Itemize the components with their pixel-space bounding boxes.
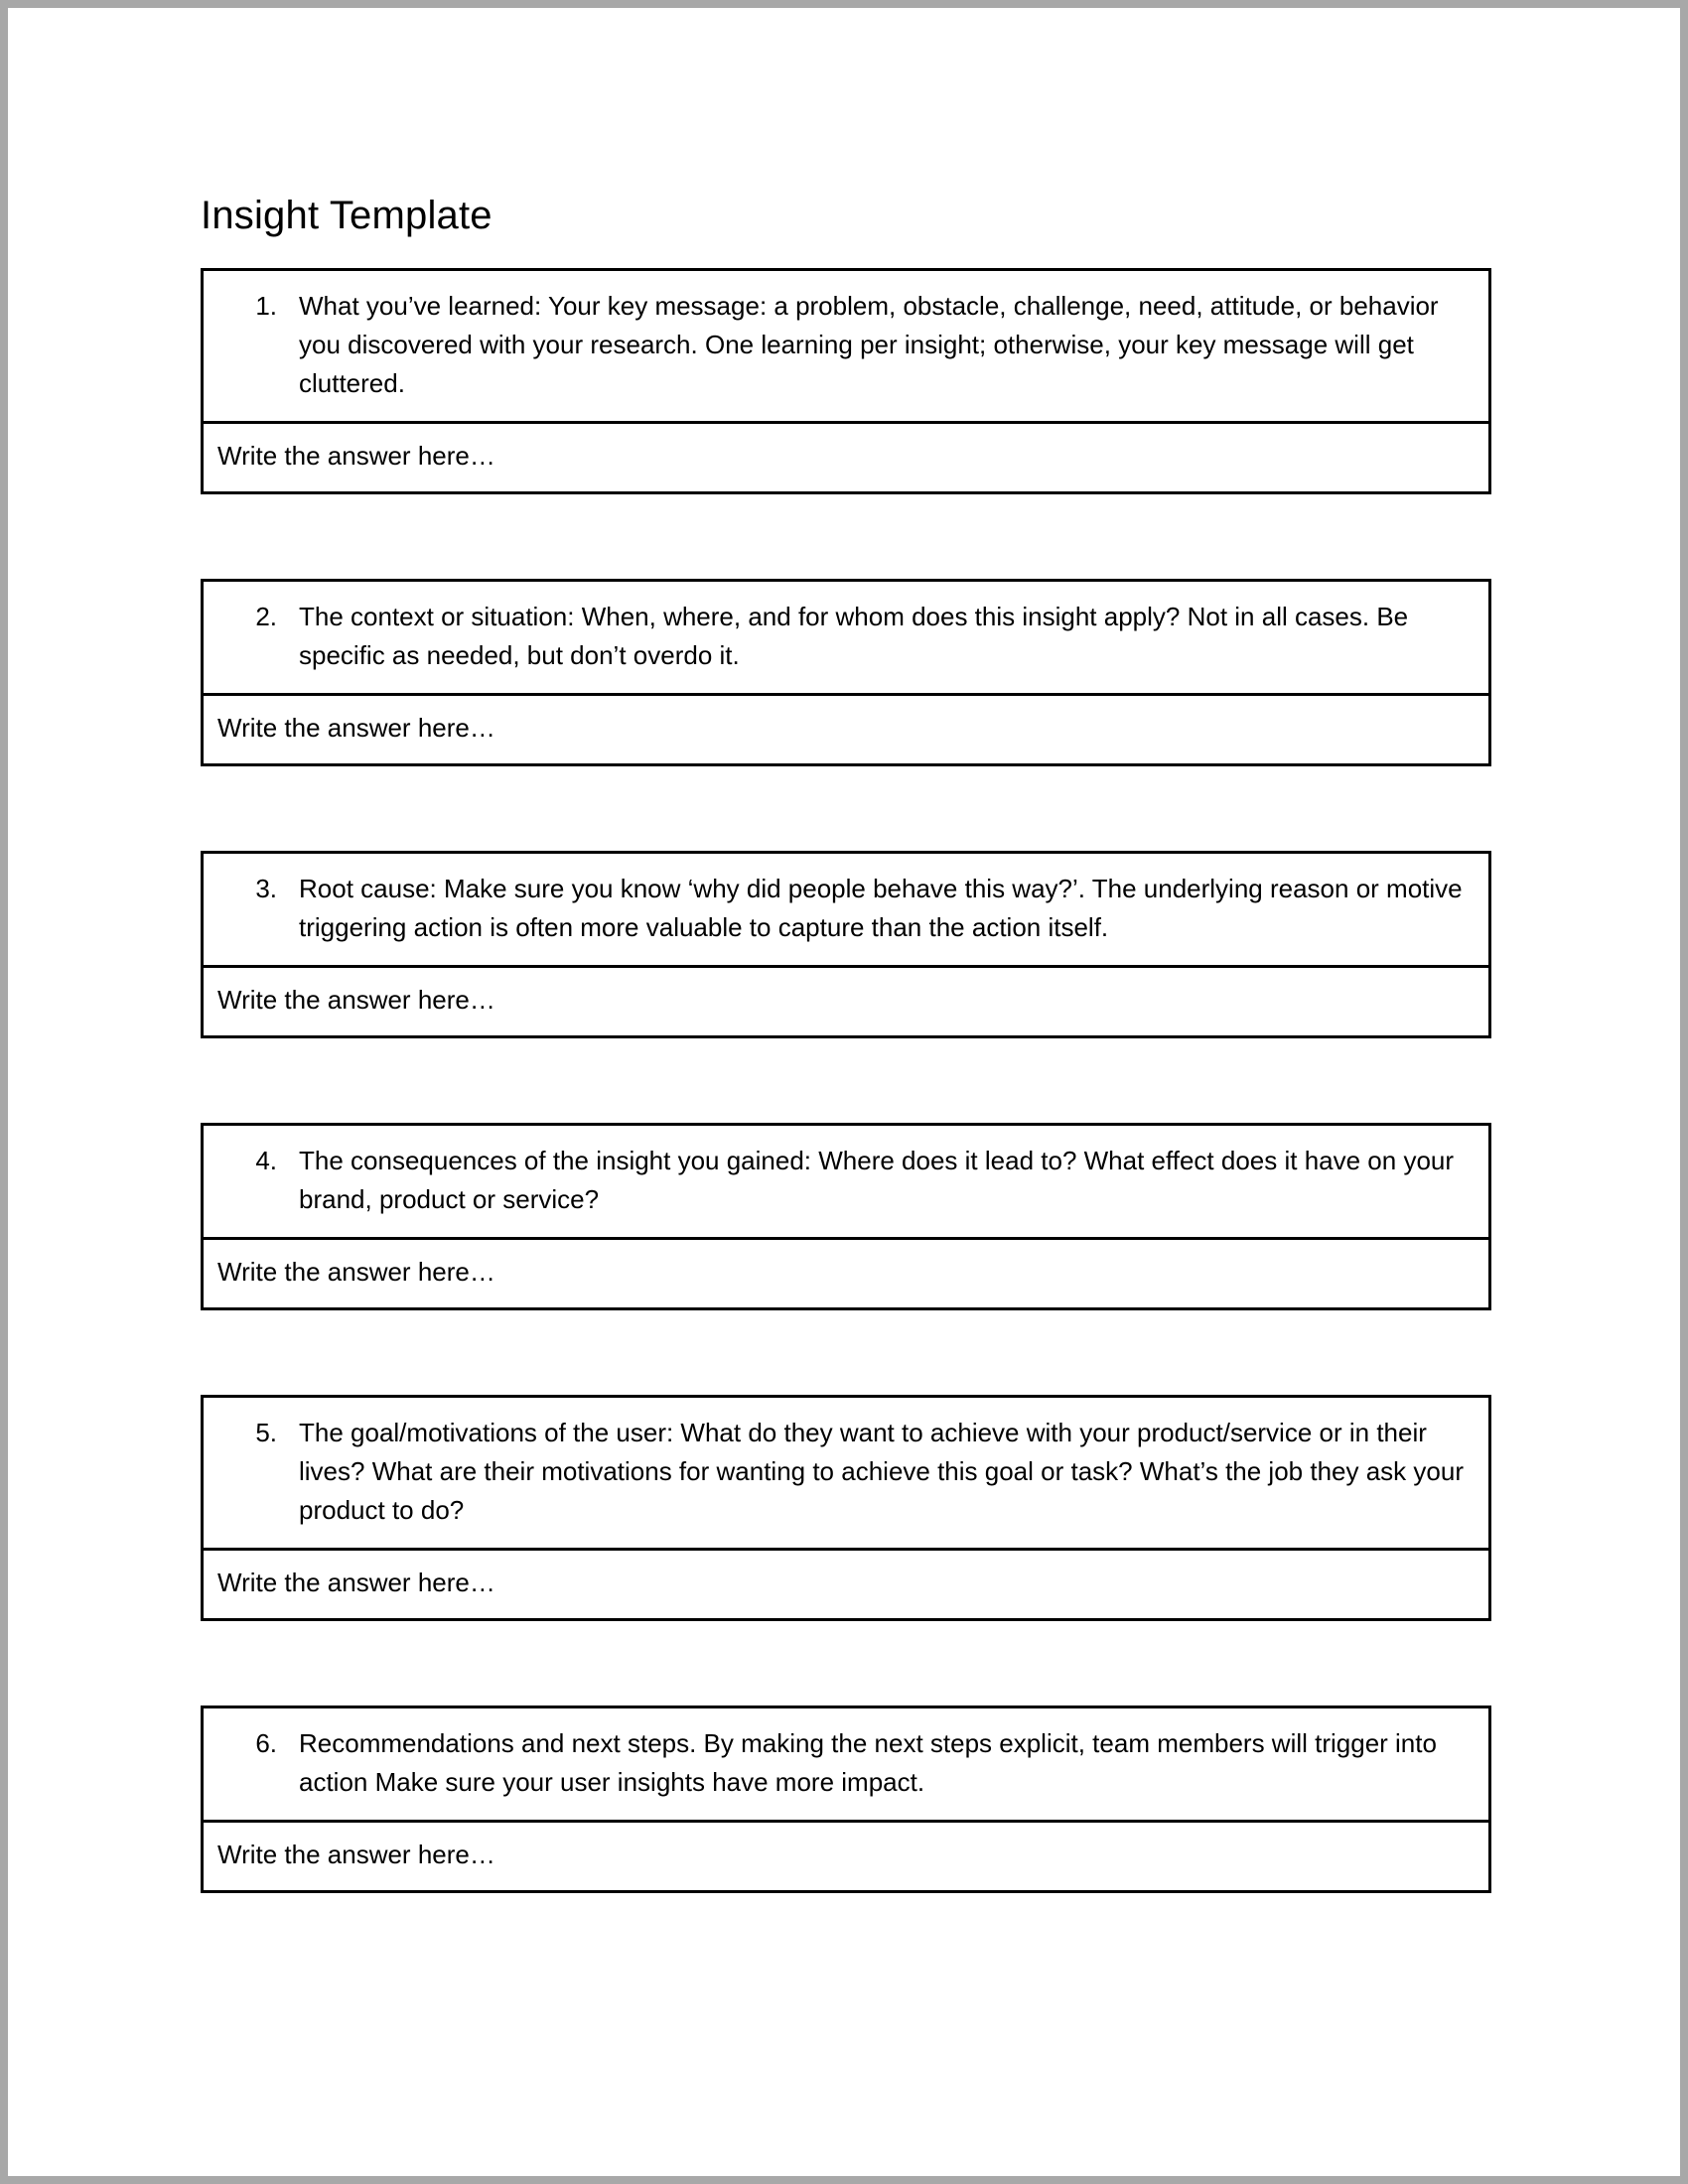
page-title: Insight Template <box>201 194 492 237</box>
prompt-cell-1 <box>201 268 1491 424</box>
prompt-row-6 <box>223 1724 1469 1802</box>
answer-placeholder-4[interactable]: Write the answer here… <box>217 1257 495 1287</box>
prompt-text-3: Root cause: Make sure you know ‘why did people behave this way?’. The underlying reason or motive triggering action is often more valuable to capture than the action itself. <box>299 874 1463 942</box>
insight-block-4 <box>201 1123 1491 1310</box>
prompt-number-4: 4. <box>255 1146 277 1175</box>
prompt-cell-2 <box>201 579 1491 696</box>
answer-cell-6[interactable] <box>201 1823 1491 1893</box>
prompt-text-5: The goal/motivations of the user: What do they want to achieve with your product/service or in their lives? What are their motivations for wanting to achieve this goal or task? What’s the job they ask your product to do? <box>299 1418 1464 1525</box>
prompt-row-4 <box>223 1142 1469 1219</box>
prompt-cell-5 <box>201 1395 1491 1551</box>
insight-block-1 <box>201 268 1491 494</box>
document-content <box>201 193 1499 1893</box>
prompt-row-1 <box>223 287 1469 403</box>
prompt-text-2: The context or situation: When, where, and for whom does this insight apply? Not in all cases. Be specific as needed, but don’t overdo it. <box>299 602 1409 670</box>
prompt-number-3: 3. <box>255 874 277 903</box>
prompt-number-1: 1. <box>255 291 277 321</box>
answer-placeholder-5[interactable]: Write the answer here… <box>217 1568 495 1597</box>
prompt-row-2 <box>223 598 1469 675</box>
document-page <box>8 8 1680 2176</box>
insight-block-2 <box>201 579 1491 766</box>
answer-cell-5[interactable] <box>201 1551 1491 1621</box>
prompt-row-3 <box>223 870 1469 947</box>
prompt-cell-4 <box>201 1123 1491 1240</box>
answer-placeholder-1[interactable]: Write the answer here… <box>217 441 495 471</box>
prompt-number-5: 5. <box>255 1418 277 1447</box>
prompt-number-2: 2. <box>255 602 277 631</box>
insight-block-5 <box>201 1395 1491 1621</box>
prompt-text-4: The consequences of the insight you gained: Where does it lead to? What effect does it have on your brand, product or service? <box>299 1146 1455 1214</box>
prompt-cell-6 <box>201 1706 1491 1823</box>
insight-block-3 <box>201 851 1491 1038</box>
answer-cell-4[interactable] <box>201 1240 1491 1310</box>
answer-cell-1[interactable] <box>201 424 1491 494</box>
prompt-number-6: 6. <box>255 1728 277 1758</box>
answer-placeholder-6[interactable]: Write the answer here… <box>217 1840 495 1869</box>
prompt-row-5 <box>223 1414 1469 1530</box>
answer-placeholder-3[interactable]: Write the answer here… <box>217 985 495 1015</box>
prompt-cell-3 <box>201 851 1491 968</box>
answer-placeholder-2[interactable]: Write the answer here… <box>217 713 495 743</box>
insight-block-6 <box>201 1706 1491 1893</box>
answer-cell-2[interactable] <box>201 696 1491 766</box>
answer-cell-3[interactable] <box>201 968 1491 1038</box>
prompt-text-6: Recommendations and next steps. By making the next steps explicit, team members will trigger into action Make sure your user insights have more impact. <box>299 1728 1437 1797</box>
prompt-text-1: What you’ve learned: Your key message: a problem, obstacle, challenge, need, attitude, or behavior you discovered with your research. One learning per insight; otherwise, your key message will get cluttered. <box>299 291 1439 398</box>
